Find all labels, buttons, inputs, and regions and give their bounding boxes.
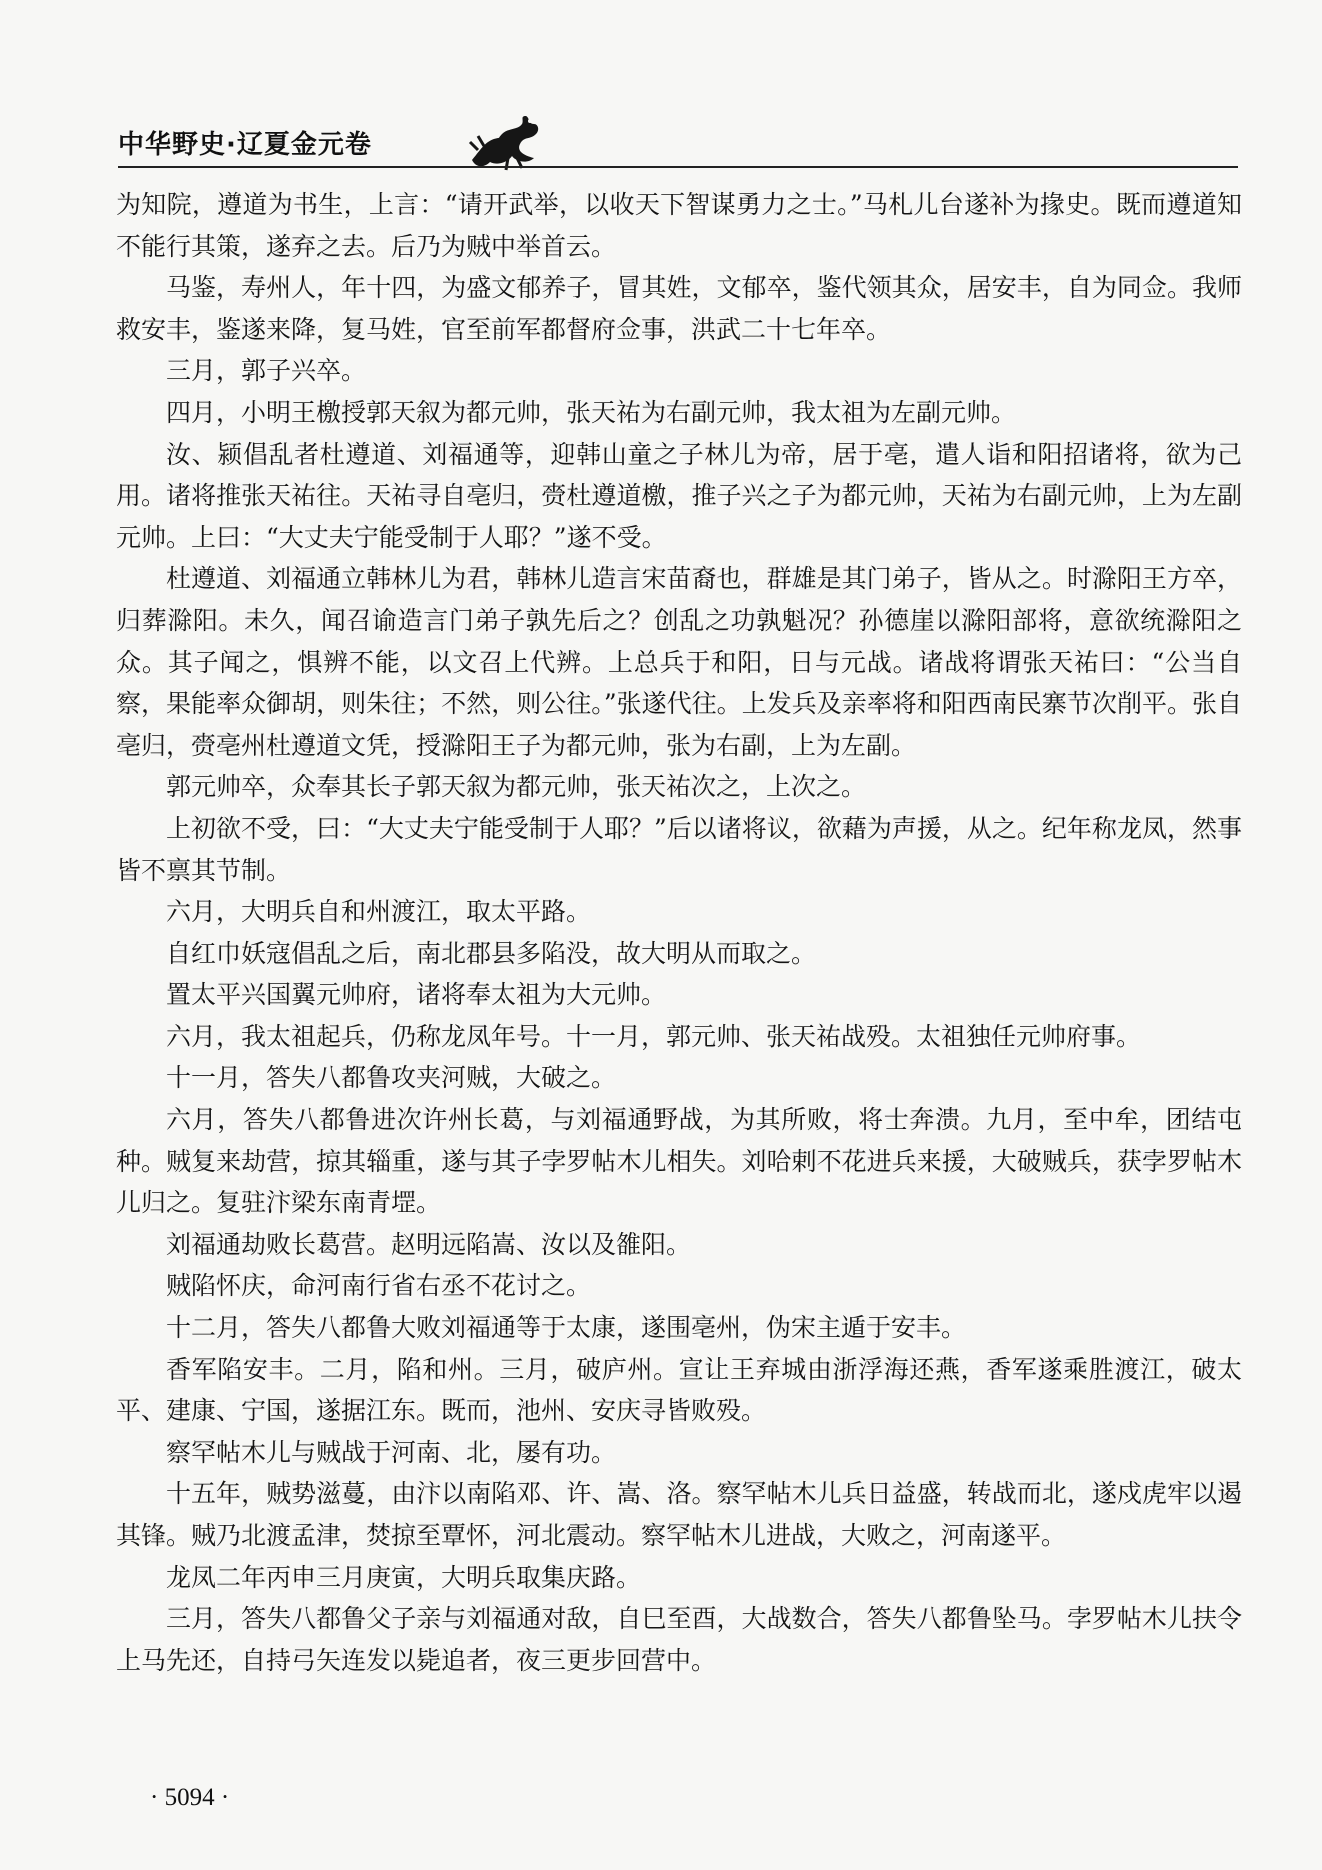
paragraph: 十一月，答失八都鲁攻夹河贼，大破之。 — [166, 1063, 617, 1093]
paragraph: 六月，我太祖起兵，仍称龙凤年号。十一月，郭元帅、张天祐战殁。太祖独任元帅府事。 — [166, 1021, 1142, 1051]
paragraph: 察罕帖木儿与贼战于河南、北，屡有功。 — [166, 1437, 617, 1467]
paragraph: 自红巾妖寇倡乱之后，南北郡县多陷没，故大明从而取之。 — [166, 938, 817, 968]
paragraph: 贼陷怀庆，命河南行省右丞不花讨之。 — [166, 1271, 592, 1301]
paragraph: 三月，郭子兴卒。 — [166, 356, 367, 386]
page-number: · 5094 · — [150, 1784, 230, 1811]
paragraph: 十二月，答失八都鲁大败刘福通等于太康，遂围亳州，伪宋主遁于安丰。 — [166, 1313, 967, 1343]
paragraph: 四月，小明王檄授郭天叙为都元帅，张天祐为右副元帅，我太祖为左副元帅。 — [166, 397, 1017, 427]
paragraph: 香军陷安丰。二月，陷和州。三月，破庐州。宣让王弃城由浙浮海还燕，香军遂乘胜渡江，破太平、建康、宁国，遂据江东。既而，池州、安庆寻皆败殁。 — [116, 1354, 1242, 1426]
paragraph: 汝、颍倡乱者杜遵道、刘福通等，迎韩山童之子林儿为帝，居于亳，遣人诣和阳招诸将，欲为己用。诸将推张天祐往。天祐寻自亳归，赍杜遵道檄，推子兴之子为都元帅，天祐为右副元帅，上为左副元帅。上曰：“大丈夫宁能受制于人耶？”遂不受。 — [116, 439, 1242, 552]
paragraph: 三月，答失八都鲁父子亲与刘福通对敌，自巳至酉，大战数合，答失八都鲁坠马。孛罗帖木儿扶令上马先还，自持弓矢连发以毙追者，夜三更步回营中。 — [116, 1604, 1242, 1675]
header-divider — [118, 166, 1238, 168]
paragraph: 郭元帅卒，众奉其长子郭天叙为都元帅，张天祐次之，上次之。 — [166, 772, 867, 802]
paragraph: 马鉴，寿州人，年十四，为盛文郁养子，冒其姓，文郁卒，鉴代领其众，居安丰，自为同佥。我师救安丰，鉴遂来降，复马姓，官至前军都督府佥事，洪武二十七年卒。 — [116, 273, 1242, 344]
book-title: 中华野史·辽夏金元卷 — [118, 130, 372, 160]
paragraph: 为知院，遵道为书生，上言：“请开武举，以收天下智谋勇力之士。”马札儿台遂补为掾史。既而遵道知不能行其策，遂弃之去。后乃为贼中举首云。 — [116, 190, 1242, 261]
paragraph: 六月，答失八都鲁进次许州长葛，与刘福通野战，为其所败，将士奔溃。九月，至中牟，团结屯种。贼复来劫营，掠其辎重，遂与其子孛罗帖木儿相失。刘哈剌不花进兵来援，大破贼兵，获孛罗帖木儿归之。复驻汴梁东南青堽。 — [116, 1105, 1242, 1218]
paragraph: 上初欲不受，曰：“大丈夫宁能受制于人耶？”后以诸将议，欲藉为声援，从之。纪年称龙凤，然事皆不禀其节制。 — [116, 813, 1242, 885]
paragraph: 六月，大明兵自和州渡江，取太平路。 — [166, 897, 592, 927]
paragraph: 龙凤二年丙申三月庚寅，大明兵取集庆路。 — [166, 1562, 642, 1592]
dragon-emblem-icon — [464, 112, 544, 172]
paragraph: 十五年，贼势滋蔓，由汴以南陷邓、许、嵩、洛。察罕帖木儿兵日益盛，转战而北，遂戍虎牢以遏其锋。贼乃北渡孟津，焚掠至覃怀，河北震动。察罕帖木儿进战，大败之，河南遂平。 — [116, 1479, 1242, 1550]
paragraph: 置太平兴国翼元帅府，诸将奉太祖为大元帅。 — [166, 980, 667, 1010]
main-text — [116, 184, 1242, 1681]
paragraph: 杜遵道、刘福通立韩林儿为君，韩林儿造言宋苗裔也，群雄是其门弟子，皆从之。时滁阳王方卒，归葬滁阳。未久，闻召谕造言门弟子孰先后之？创乱之功孰魁况？孙德崖以滁阳部将，意欲统滁阳之众。其子闻之，惧辨不能，以文召上代辨。上总兵于和阳，日与元战。诸战将谓张天祐曰：“公当自察，果能率众御胡，则朱往；不然，则公往。”张遂代往。上发兵及亲率将和阳西南民寨节次削平。张自亳归，赍亳州杜遵道文凭，授滁阳王子为都元帅，张为右副，上为左副。 — [116, 564, 1242, 760]
paragraph: 刘福通劫败长葛营。赵明远陷嵩、汝以及雒阳。 — [166, 1229, 692, 1259]
running-header — [118, 118, 1238, 180]
